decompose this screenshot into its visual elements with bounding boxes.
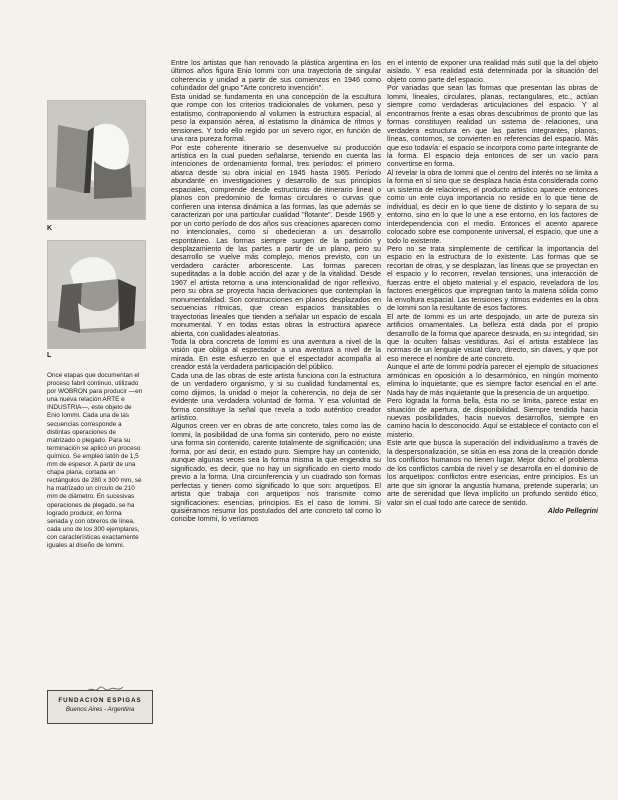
paragraph: Algunos creen ver en obras de arte concreto, tales como las de Iommi, la posibilidad de una forma sin contenido, pero no existe una forma sin contenido, carente totalmente de significación; una forma, por así decir, en estado puro. Siempre hay un contenido, aunque algunas veces sea la forma misma la que engendra su significado, es decir, que no hay un significado en cierto modo previo a la forma. Una circunferencia y un cuadrado son formas perfectas y tienen como significado lo que son: arquetipos. El artista que trabaja con arquetipos nos transmite como significaciones: esencias, principios. Es el caso de Iommi. Si quisiéramos resumir los postulados del arte concreto tal como lo concibe Iommi, lo veríamos [171, 421, 381, 524]
stamp-title: FUNDACION ESPIGAS [58, 697, 142, 704]
paragraph: Este arte que busca la superación del individualismo a través de la despersonalización, se sitúa en esa zona de la creación donde los conflictos humanos no tienen lugar. Mejor dicho: el problema de los conflictos cambia de nivel y se desarrolla en el dominio de los arquetipos: conflictos entre esencias, entre principios. Es un arte que sin ignorar la angustia humana, pretende superarla; un arte de serenidad que lleva implícito un profundo sentido ético, valor sin el cual todo arte carece de sentido. [387, 438, 598, 507]
paragraph: El arte de Iommi es un arte despojado, un arte de pureza sin artificios ornamentales. La belleza está dada por el propio desarrollo de la forma que aparece desnuda, en su integridad, sin que la oculten falsas vestiduras. Así el artista establece las normas de un lenguaje visual claro, directo, sin claves, y que por eso merece el nombre de arte concreto. [387, 311, 598, 363]
figure-k-photo [47, 100, 146, 220]
stamp-location: Buenos Aires - Argentina [65, 706, 135, 713]
paragraph: Pero lograda la forma bella, ésta no se limita, parece estar en situación de apertura, de disponibilidad. Siempre tendida hacia nuevas posibilidades, hacia nuevos desarrollos, siempre en camino hacia lo desconocido. Aquí se establece el contacto con el misterio. [387, 396, 598, 439]
paragraph: en el intento de exponer una realidad más sutil que la del objeto aislado. Y esa realidad está determinada por la situación del objeto como parte del espacio. [387, 58, 598, 84]
paragraph: Esta unidad se fundamenta en una concepción de la escultura que rompe con los criterios tradicionales de volumen, peso y estatismo, contraponiendo al volumen la estructura espacial, al peso la expansión aérea, al estatismo la dinámica de ritmos y tensiones. Y todo ello regido por un severo rigor, en función de una rara pureza formal. [171, 91, 381, 144]
author-signature: Aldo Pellegrini [547, 506, 598, 516]
paragraph: Por este coherente itinerario se desenvuelve su producción artística en la cual pueden señalarse, teniendo en cuenta las intenciones de ordenamiento formal, tres períodos: el primero abarca desde su obra inicial en 1945 hasta 1965. Período abundante en investigaciones y desarrollo de sus principios espaciales, comprende desde estructuras de itinerario lineal o planos con predominio de formas circulares o curvas que confieren una intensa dinámica a las formas, las que además se caracterizan por una particular cualidad "flotante". Desde 1965 y por un corto período de dos años sus creaciones aparecen como no intencionales, como si obedecieran a un desarrollo espontáneo. Las formas siempre surgen de la partición y desplazamiento de las partes a partir de un plano, pero su desarrollo se vuelve más complejo, menos previsto, con un verdadero carácter arborescente. Las formas parecen supeditadas a la doble acción del azar y de la vitalidad. Desde 1967 el artista retorna a una intencionalidad de rigor reflexivo, pero su obra se proyecta hacia derivaciones que contemplan la monumentalidad. Son construcciones en planos desplazados en secuencias rítmicas, que crean espacios transitables o trayectorias lineales que tienden a señalar un espacio de escala monumental. Y en todas estas obras la estructura aparece abierta, con cualidades aleatorias. [171, 142, 381, 338]
paragraph: Al revelar la obra de Iommi que el centro del interés no se limita a la forma en sí sino que se desplaza hacia ésta considerada como un sistema de relaciones, el producto artístico aparece entonces como un ente cuya importancia no reside en lo que tiene de individual, es decir en lo que tiene de distinto y lo separa de su entorno, sino en lo que lo une a ese entorno, en los factores de interdependencia con el medio. Entonces el acento aparece colocado sobre ese componente universal, el espacio, que une a todo lo existente. [387, 167, 598, 245]
article-column-right [387, 59, 598, 515]
paragraph: Por variadas que sean las formas que presentan las obras de Iommi, lineales, circulares, planas, rectangulares, etc., actúan siempre como verdaderas articulaciones del espacio. Y al encontrarnos frente a esas obras descubrimos de pronto que las formas constituyen realidad un sistema de relaciones, una verdadera estructura en que las partes integrantes, planos, líneas, contornos, se convierten en referencias del espacio. Más que eso todavía: el espacio se incorpora como parte integrante de la forma. El espacio deja entonces de ser un vacío para convertirse en forma. [387, 83, 598, 169]
article-column-center [171, 59, 381, 524]
figure-k-letter: K [47, 225, 53, 232]
paragraph: Aunque el arte de Iommi podría parecer el ejemplo de situaciones armónicas en oposición a lo desarmónico, en ningún momento elimina lo inquietante, que es siempre factor esencial en el arte. Nada hay de más inquietante que la presencia de un arquetipo. [387, 362, 598, 397]
archive-stamp [47, 690, 153, 724]
sculpture-k-image [48, 101, 145, 219]
paragraph: Toda la obra concreta de Iommi es una aventura a nivel de la visión que obliga al espectador a una aventura a nivel de la mirada. En este esfuerzo en que el espectador acompaña al creador está la verdadera participación del público. [171, 336, 381, 372]
photo-caption: Once etapas que documentan el proceso fabril continuo, utilizado por WOBRON para producir —en una nueva relación ARTE e INDUSTRIA—, este objeto de Enio Iommi. Cada una de las secuencias corresponde a distintas operaciones de matrizado o plegado. Para su terminación se aplicó un proceso químico. Se empleó latón de 1,5 mm de espesor. A partir de una chapa plana, cortada en rectángulos de 280 x 300 mm, se ha matrizado un círculo de 210 mm de diámetro. En sucesivas operaciones de plegado, se ha logrado producir, en forma seriada y con obreros de línea, cada uno de los 300 ejemplares, con características exactamente iguales al diseño de Iommi. [47, 372, 143, 549]
figure-l-photo [47, 240, 146, 349]
paragraph: Cada una de las obras de este artista funciona con la estructura de un verdadero organismo, y si su cualidad fundamental es, como dijimos, la unidad o mejor la coherencia, no deja de ser evidente una verdadera voluntad de forma. Y esa voluntad de forma constituye la señal que revela a todo auténtico creador artístico. [171, 370, 381, 423]
paragraph: Pero no se trata simplemente de certificar la importancia del espacio en la estructura de lo existente. Las formas que se recortan de otras, y se desplazan, las líneas que se proyectan en el espacio y lo recorren, revelan tensiones, una interacción de fuerzas entre el objeto material y el espacio, reveladora de los factores energéticos que impregnan tanto la materia sólida como la envoltura espacial. Las tensiones y ritmos evidentes en la obra de Iommi son la resultante de esos factores. [387, 243, 598, 313]
paragraph: Entre los artistas que han renovado la plástica argentina en los últimos años figura Enio Iommi con una trayectoria de singular coherencia y unidad a partir de sus comienzos en 1946 como cofundador del grupo "Arte concreto invención". [171, 58, 381, 93]
figure-l-letter: L [47, 352, 52, 359]
sculpture-l-image [48, 241, 145, 348]
